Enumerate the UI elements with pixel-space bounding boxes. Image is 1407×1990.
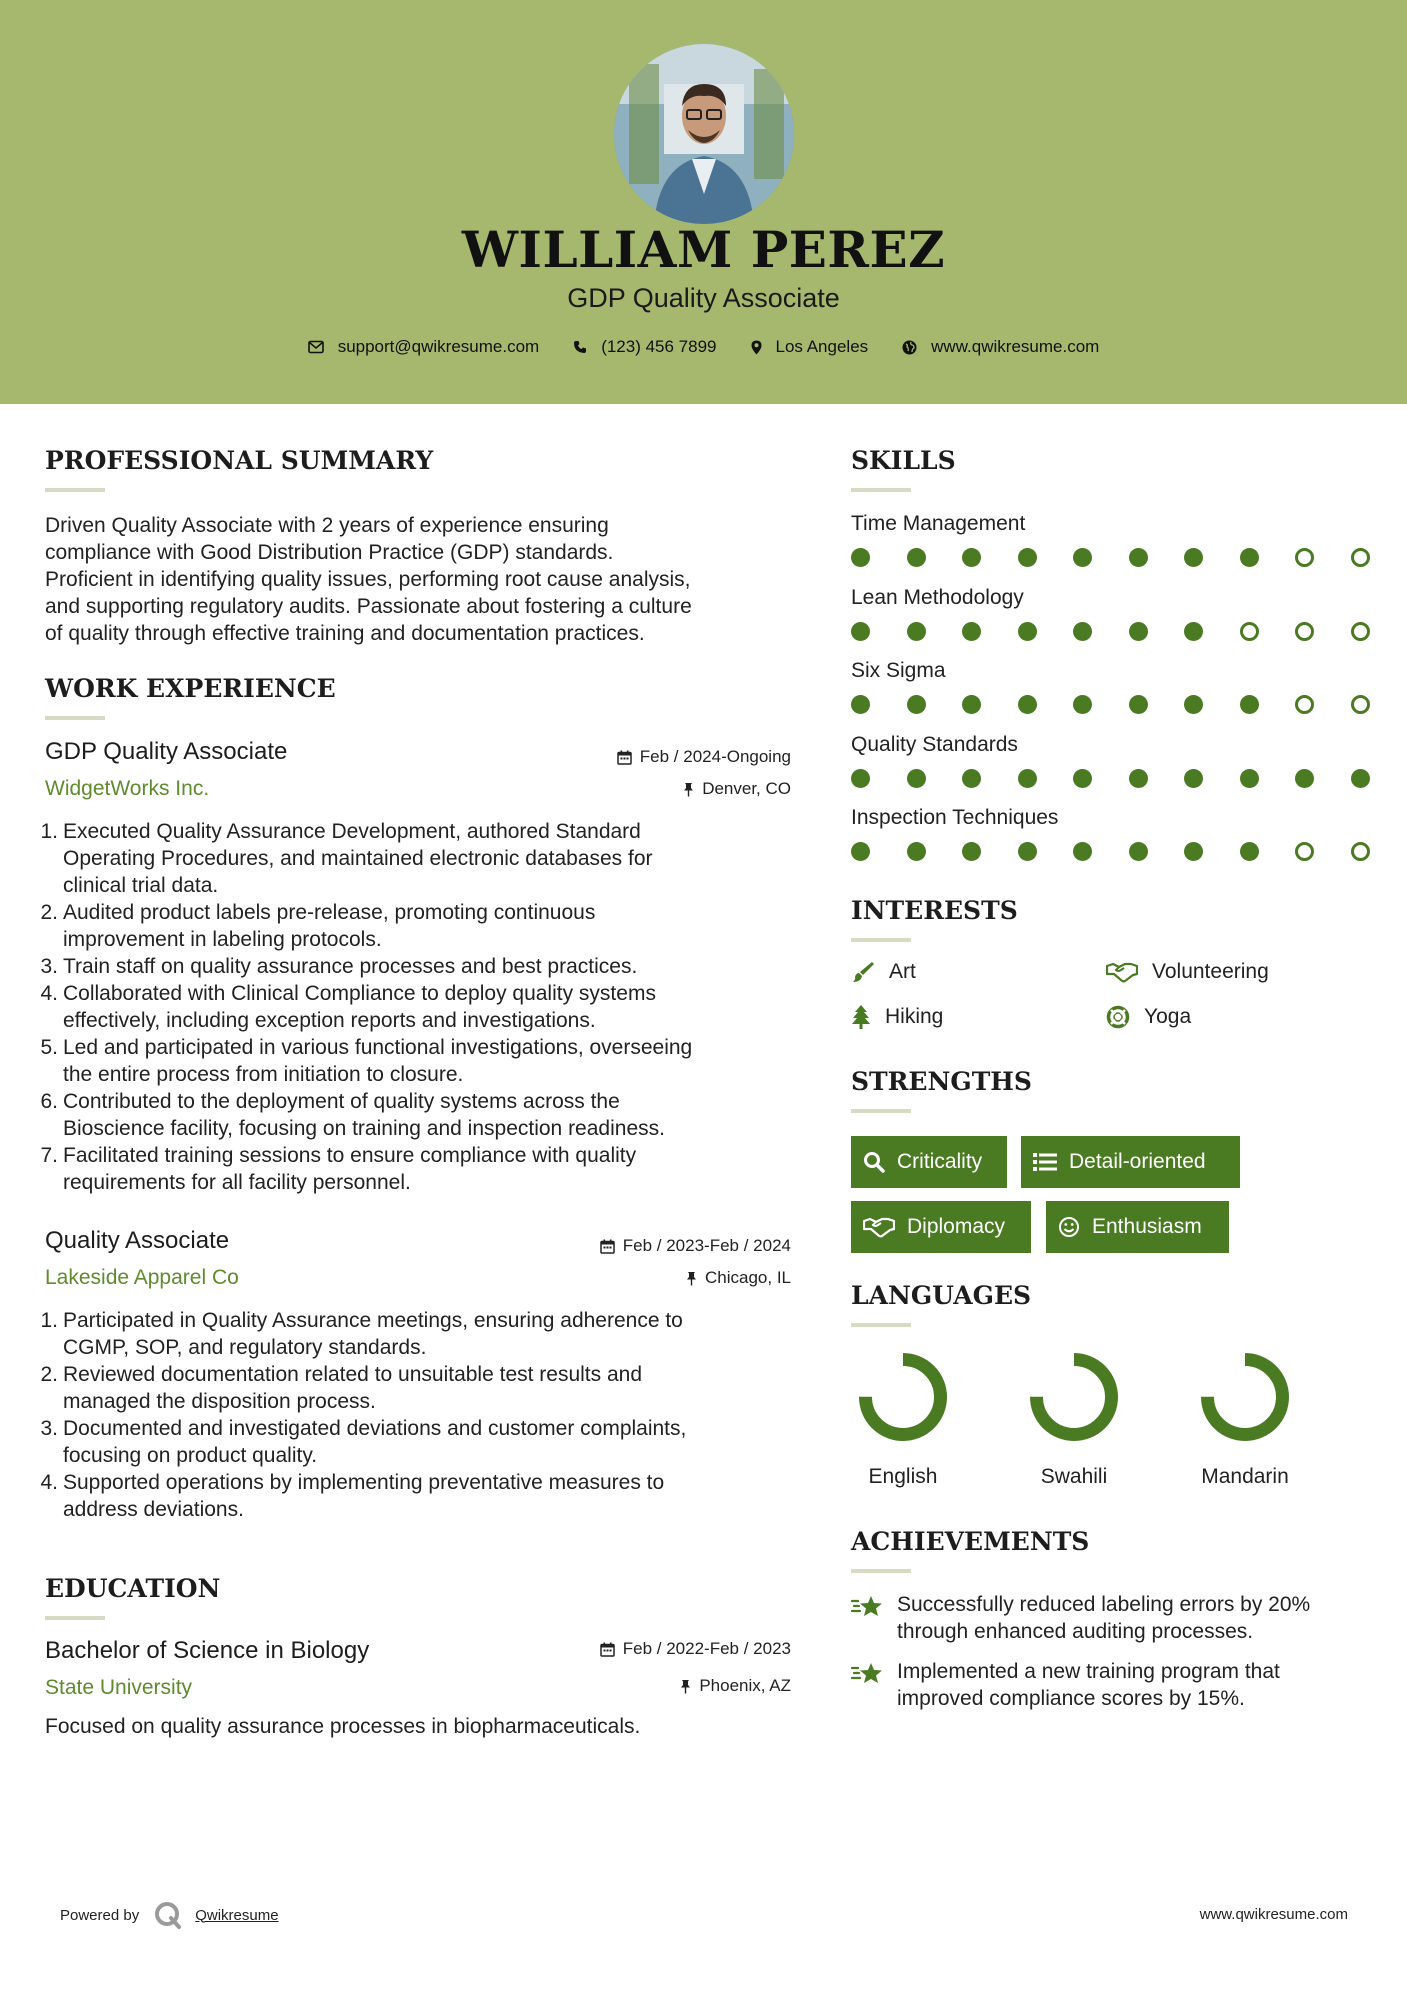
language-name: Swahili (1040, 1465, 1108, 1488)
summary-line: of quality through effective training and documentation practices. (45, 622, 645, 645)
language-progress-arc (866, 1360, 941, 1435)
smile-icon (1058, 1216, 1080, 1238)
rating-dot-filled (907, 695, 926, 714)
rating-dot-filled (1018, 842, 1037, 861)
strength-badge (1021, 1136, 1240, 1188)
pushpin-icon (686, 1271, 697, 1286)
rating-dot-filled (1129, 622, 1148, 641)
section-rule (45, 1616, 105, 1620)
job-company: Lakeside Apparel Co (45, 1266, 239, 1289)
job-title: GDP Quality Associate (45, 738, 288, 765)
job-title: Quality Associate (45, 1227, 230, 1254)
candidate-role: GDP Quality Associate (567, 283, 840, 313)
header-band (0, 0, 1407, 404)
contact-location-text: Los Angeles (775, 337, 869, 356)
section-title-achievements: ACHIEVEMENTS (851, 1527, 1090, 1556)
achievement-item (851, 1591, 1310, 1645)
rating-dot-filled (1018, 622, 1037, 641)
rating-dot-filled (962, 842, 981, 861)
job-duties-list (39, 1307, 799, 1523)
powered-by-text: Powered by (60, 1906, 140, 1924)
interest-item (1106, 960, 1269, 984)
section-rule (851, 488, 911, 492)
strength-badge (851, 1201, 1031, 1253)
candidate-name: WILLIAM PEREZ (461, 220, 946, 279)
language-progress-arc (1208, 1360, 1283, 1435)
job-dates-text: Feb / 2024-Ongoing (639, 747, 791, 766)
school-name: State University (45, 1676, 193, 1699)
handshake-icon (863, 1216, 895, 1238)
map-pin-icon (751, 340, 762, 355)
skill-rating (851, 842, 1406, 861)
rating-dot-filled (907, 622, 926, 641)
interest-label: Hiking (885, 1005, 944, 1028)
rating-dot-filled (851, 769, 870, 788)
rating-dot-filled (1184, 695, 1203, 714)
rating-dot-filled (1073, 842, 1092, 861)
rating-dot-empty (1351, 695, 1370, 714)
rating-dot-filled (851, 548, 870, 567)
footer-website[interactable]: www.qwikresume.com (1199, 1906, 1348, 1923)
language-progress-ring (1200, 1352, 1290, 1442)
achievement-line: Implemented a new training program that (897, 1660, 1280, 1683)
list-line: Led and participated in various functional investigations, overseeing (63, 1036, 693, 1059)
contact-phone[interactable] (573, 337, 716, 357)
rating-dot-filled (962, 769, 981, 788)
rating-dot-filled (1073, 695, 1092, 714)
qwikresume-link[interactable]: Qwikresume (195, 1906, 279, 1924)
list-line: Contributed to the deployment of quality systems across the (63, 1090, 620, 1113)
list-line: CGMP, SOP, and regulatory standards. (63, 1336, 427, 1359)
section-title-interests: INTERESTS (851, 896, 1018, 925)
rating-dot-filled (1129, 842, 1148, 861)
strength-badge (851, 1136, 1007, 1188)
list-number: 1. (40, 1309, 58, 1332)
list-line: Supported operations by implementing preventative measures to (63, 1471, 665, 1494)
section-title-languages: LANGUAGES (851, 1281, 1032, 1310)
list-item (39, 1088, 799, 1142)
trophy-star-icon (851, 1592, 885, 1622)
calendar-icon (600, 1239, 615, 1254)
strength-label: Criticality (897, 1150, 983, 1173)
achievement-item (851, 1658, 1280, 1712)
section-rule (851, 1109, 911, 1113)
section-rule (45, 488, 105, 492)
rating-dot-empty (1351, 622, 1370, 641)
section-title-education: EDUCATION (45, 1574, 221, 1603)
list-item (39, 1307, 799, 1361)
calendar-icon (600, 1642, 615, 1657)
contact-bar (0, 337, 1407, 357)
language-name: English (868, 1465, 938, 1488)
job-dates-text: Feb / 2023-Feb / 2024 (622, 1236, 791, 1255)
list-number: 7. (40, 1144, 58, 1167)
rating-dot-filled (1240, 548, 1259, 567)
language-progress-ring (858, 1352, 948, 1442)
list-number: 6. (40, 1090, 58, 1113)
skill-rating (851, 622, 1406, 641)
achievement-line: Successfully reduced labeling errors by 20% (897, 1593, 1311, 1616)
skill-rating (851, 548, 1406, 567)
qwikresume-logo-icon (153, 1900, 183, 1930)
list-line: the entire process from initiation to closure. (63, 1063, 464, 1086)
list-line: Reviewed documentation related to unsuitable test results and (63, 1363, 643, 1386)
pushpin-icon (680, 1679, 691, 1694)
rating-dot-filled (1240, 769, 1259, 788)
rating-dot-empty (1295, 548, 1314, 567)
skill-rating (851, 769, 1406, 788)
rating-dot-filled (1073, 548, 1092, 567)
rating-dot-filled (907, 842, 926, 861)
rating-dot-filled (1184, 769, 1203, 788)
language-progress-ring (1029, 1352, 1119, 1442)
contact-location (751, 337, 869, 357)
rating-dot-filled (851, 842, 870, 861)
calendar-icon (617, 750, 632, 765)
strength-label: Detail-oriented (1069, 1150, 1206, 1173)
education-dates (460, 1639, 791, 1659)
contact-email[interactable] (308, 337, 540, 357)
list-line: Operating Procedures, and maintained electronic databases for (63, 847, 653, 870)
list-line: Bioscience facility, focusing on training and inspection readiness. (63, 1117, 665, 1140)
section-title-summary: PROFESSIONAL SUMMARY (45, 446, 434, 475)
list-item (39, 1361, 799, 1415)
list-number: 4. (40, 982, 58, 1005)
strength-badge (1046, 1201, 1229, 1253)
job-location-text: Denver, CO (702, 779, 791, 798)
rating-dot-empty (1295, 695, 1314, 714)
skill-name: Lean Methodology (851, 585, 1024, 609)
rating-dot-empty (1295, 842, 1314, 861)
achievement-line: through enhanced auditing processes. (897, 1620, 1254, 1643)
list-number: 3. (40, 955, 58, 978)
section-title-strengths: STRENGTHS (851, 1067, 1032, 1096)
handshake-icon (1106, 961, 1138, 983)
education-description: Focused on quality assurance processes in biopharmaceuticals. (45, 1715, 641, 1738)
interest-item (851, 960, 916, 984)
rating-dot-filled (907, 548, 926, 567)
contact-phone-text: (123) 456 7899 (601, 337, 717, 356)
skill-rating (851, 695, 1406, 714)
section-rule (851, 1323, 911, 1327)
globe-icon (902, 340, 917, 355)
list-line: clinical trial data. (63, 874, 219, 897)
tree-icon (851, 1005, 871, 1029)
rating-dot-filled (1184, 842, 1203, 861)
job-location (460, 779, 791, 799)
summary-text (45, 512, 692, 647)
list-line: Documented and investigated deviations and customer complaints, (63, 1417, 687, 1440)
rating-dot-filled (1240, 842, 1259, 861)
language-progress-arc (1037, 1360, 1112, 1435)
list-number: 2. (40, 1363, 58, 1386)
list-item (39, 980, 799, 1034)
section-rule (851, 938, 911, 942)
section-rule (851, 1569, 911, 1573)
list-line: address deviations. (63, 1498, 244, 1521)
skill-name: Quality Standards (851, 732, 1018, 756)
list-line: Collaborated with Clinical Compliance to deploy quality systems (63, 982, 656, 1005)
list-item (39, 1469, 799, 1523)
rating-dot-filled (851, 622, 870, 641)
summary-line: compliance with Good Distribution Practice (GDP) standards. (45, 541, 614, 564)
job-location (460, 1268, 791, 1288)
skill-name: Time Management (851, 512, 1026, 535)
job-dates (460, 1236, 791, 1256)
job-dates (460, 747, 791, 767)
envelope-icon (308, 340, 324, 354)
interest-item (851, 1005, 943, 1029)
trophy-star-icon (851, 1659, 885, 1689)
rating-dot-filled (1018, 769, 1037, 788)
job-location-text: Chicago, IL (705, 1268, 791, 1287)
list-line: Executed Quality Assurance Development, authored Standard (63, 820, 641, 843)
list-line: effectively, including exception reports and investigations. (63, 1009, 596, 1032)
rating-dot-filled (907, 769, 926, 788)
list-icon (1033, 1152, 1057, 1172)
rating-dot-filled (1018, 695, 1037, 714)
rating-dot-filled (962, 548, 981, 567)
skill-name: Inspection Techniques (851, 806, 1059, 829)
rating-dot-filled (1351, 769, 1370, 788)
contact-website[interactable] (902, 337, 1099, 357)
list-item (39, 1034, 799, 1088)
list-item (39, 1142, 799, 1196)
rating-dot-empty (1351, 842, 1370, 861)
list-item (39, 899, 799, 953)
language-name: Mandarin (1201, 1465, 1289, 1488)
strength-label: Enthusiasm (1092, 1215, 1202, 1238)
list-number: 4. (40, 1471, 58, 1494)
list-item (39, 1415, 799, 1469)
list-number: 2. (40, 901, 58, 924)
rating-dot-filled (1018, 548, 1037, 567)
list-line: Audited product labels pre-release, promoting continuous (63, 901, 596, 924)
pushpin-icon (683, 782, 694, 797)
rating-dot-filled (1129, 548, 1148, 567)
interest-label: Yoga (1144, 1005, 1192, 1028)
list-item (39, 953, 799, 980)
summary-line: and supporting regulatory audits. Passionate about fostering a culture (45, 595, 692, 618)
summary-line: Driven Quality Associate with 2 years of experience ensuring (45, 514, 609, 537)
summary-line: Proficient in identifying quality issues, performing root cause analysis, (45, 568, 691, 591)
contact-website-text: www.qwikresume.com (931, 337, 1100, 356)
rating-dot-filled (851, 695, 870, 714)
section-rule (45, 716, 105, 720)
rating-dot-empty (1351, 548, 1370, 567)
contact-email-text: support@qwikresume.com (337, 337, 540, 356)
list-number: 5. (40, 1036, 58, 1059)
list-line: improvement in labeling protocols. (63, 928, 382, 951)
list-line: requirements for all facility personnel. (63, 1171, 411, 1194)
education-location-text: Phoenix, AZ (699, 1676, 791, 1695)
list-line: Facilitated training sessions to ensure compliance with quality (63, 1144, 637, 1167)
section-title-experience: WORK EXPERIENCE (45, 674, 336, 703)
interest-label: Art (889, 960, 916, 983)
job-duties-list (39, 818, 799, 1196)
list-item (39, 818, 799, 899)
list-line: managed the disposition process. (63, 1390, 376, 1413)
list-number: 3. (40, 1417, 58, 1440)
search-icon (863, 1151, 885, 1173)
rating-dot-empty (1295, 622, 1314, 641)
rating-dot-filled (1184, 548, 1203, 567)
list-line: Participated in Quality Assurance meetings, ensuring adherence to (63, 1309, 683, 1332)
paintbrush-icon (851, 960, 875, 984)
rating-dot-filled (962, 622, 981, 641)
rating-dot-filled (1295, 769, 1314, 788)
rating-dot-filled (1129, 695, 1148, 714)
education-location (460, 1676, 791, 1696)
achievement-line: improved compliance scores by 15%. (897, 1687, 1245, 1710)
list-line: Train staff on quality assurance processes and best practices. (63, 955, 638, 978)
rating-dot-filled (962, 695, 981, 714)
profile-photo (614, 44, 794, 224)
rating-dot-filled (1073, 622, 1092, 641)
rating-dot-filled (1240, 695, 1259, 714)
rating-dot-filled (1129, 769, 1148, 788)
job-company: WidgetWorks Inc. (45, 777, 210, 800)
strength-label: Diplomacy (907, 1215, 1006, 1238)
list-line: focusing on product quality. (63, 1444, 318, 1467)
section-title-skills: SKILLS (851, 446, 956, 475)
degree-title: Bachelor of Science in Biology (45, 1637, 370, 1664)
education-dates-text: Feb / 2022-Feb / 2023 (622, 1639, 791, 1658)
rating-dot-empty (1240, 622, 1259, 641)
phone-icon (573, 340, 587, 354)
rating-dot-filled (1184, 622, 1203, 641)
interest-item (1106, 1005, 1191, 1029)
interest-label: Volunteering (1152, 960, 1269, 983)
footer-powered-by (60, 1900, 279, 1930)
list-number: 1. (40, 820, 58, 843)
rating-dot-filled (1073, 769, 1092, 788)
lifering-icon (1106, 1005, 1130, 1029)
skill-name: Six Sigma (851, 659, 946, 682)
